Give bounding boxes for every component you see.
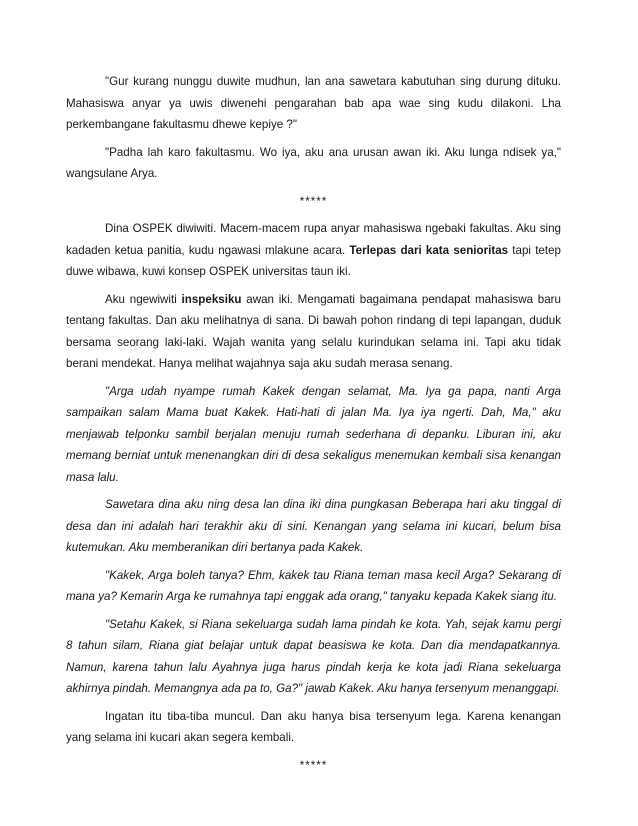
section-divider-2: *****	[299, 758, 328, 772]
paragraph-8: "Setahu Kakek, si Riana sekeluarga sudah lama pindah ke kota. Yah, sejak kamu pergi 8 tahun silam, Riana giat belajar untuk dapat beasiswa ke kota. Dan dia mendapatkannya. Namun, karena tahun lalu Ayahnya juga harus pindah kerja ke kota jadi Riana sekeluarga akhirnya pindah. Memangnya ada pa to, Ga?" jawab Kakek. Aku hanya tersenyum menanggapi.	[66, 617, 561, 695]
paragraph-6: Sawetara dina aku ning desa lan dina iki dina pungkasan Beberapa hari aku tinggal di desa dan ini adalah hari terakhir aku di sini. Kenangan yang selama ini kucari, belum bisa kutemukan. Aku memberanikan diri bertanya pada Kakek.	[66, 498, 561, 554]
paragraph-4-text-b: awan iki. Mengamati bagaimana pendapat mahasiswa baru tentang fakultas. Dan aku melihatnya di sana. Di bawah pohon rindang di tepi lapangan, duduk bersama seorang laki-laki. Wajah wanita yang selalu kurindukan selama ini. Tapi aku tidak berani mendekat. Hanya melihat wajahnya saja aku sudah merasa senang.	[66, 292, 561, 370]
paragraph-4-bold-word: inspeksiku	[181, 292, 242, 306]
paragraph-7: "Kakek, Arga boleh tanya? Ehm, kakek tau Riana teman masa kecil Arga? Sekarang di mana ya? Kemarin Arga ke rumahnya tapi enggak ada orang," tanyaku kepada Kakek siang itu.	[66, 568, 561, 603]
paragraph-5: "Arga udah nyampe rumah Kakek dengan selamat, Ma. Iya ga papa, nanti Arga sampaikan salam Mama buat Kakek. Hati-hati di jalan Ma. Iya iya ngerti. Dah, Ma," aku menjawab telponku sambil berjalan menuju rumah sederhana di depanku. Liburan ini, aku memang berniat untuk menenangkan diri di desa sekaligus menemukan kembali sisa kenangan masa lalu.	[66, 384, 561, 484]
document-page	[66, 71, 561, 782]
paragraph-3-bold-phrase: Terlepas dari kata senioritas	[349, 243, 509, 257]
paragraph-1: "Gur kurang nunggu duwite mudhun, lan ana sawetara kabutuhan sing durung dituku. Mahasiswa anyar ya uwis diwenehi pengarahan bab apa wae sing kudu dilakoni. Lha perkembangane fakultasmu dhewe kepiye ?"	[66, 75, 561, 131]
paragraph-4-text-a: Aku ngewiwiti	[105, 292, 182, 306]
section-divider-1: *****	[299, 194, 328, 208]
paragraph-9: Ingatan itu tiba-tiba muncul. Dan aku hanya bisa tersenyum lega. Karena kenangan yang selama ini kucari akan segera kembali.	[66, 709, 561, 744]
paragraph-3-text-b: tapi tetep duwe wibawa, kuwi konsep OSPEK universitas taun iki.	[66, 243, 561, 278]
paragraph-3	[66, 218, 561, 283]
paragraph-2: "Padha lah karo fakultasmu. Wo iya, aku ana urusan awan iki. Aku lunga ndisek ya," wangsulane Arya.	[66, 145, 561, 180]
paragraph-3-text-a: Dina OSPEK diwiwiti. Macem-macem rupa anyar mahasiswa ngebaki fakultas. Aku sing kadaden ketua panitia, kudu ngawasi mlakune acara.	[66, 222, 561, 257]
paragraph-4	[66, 289, 561, 375]
